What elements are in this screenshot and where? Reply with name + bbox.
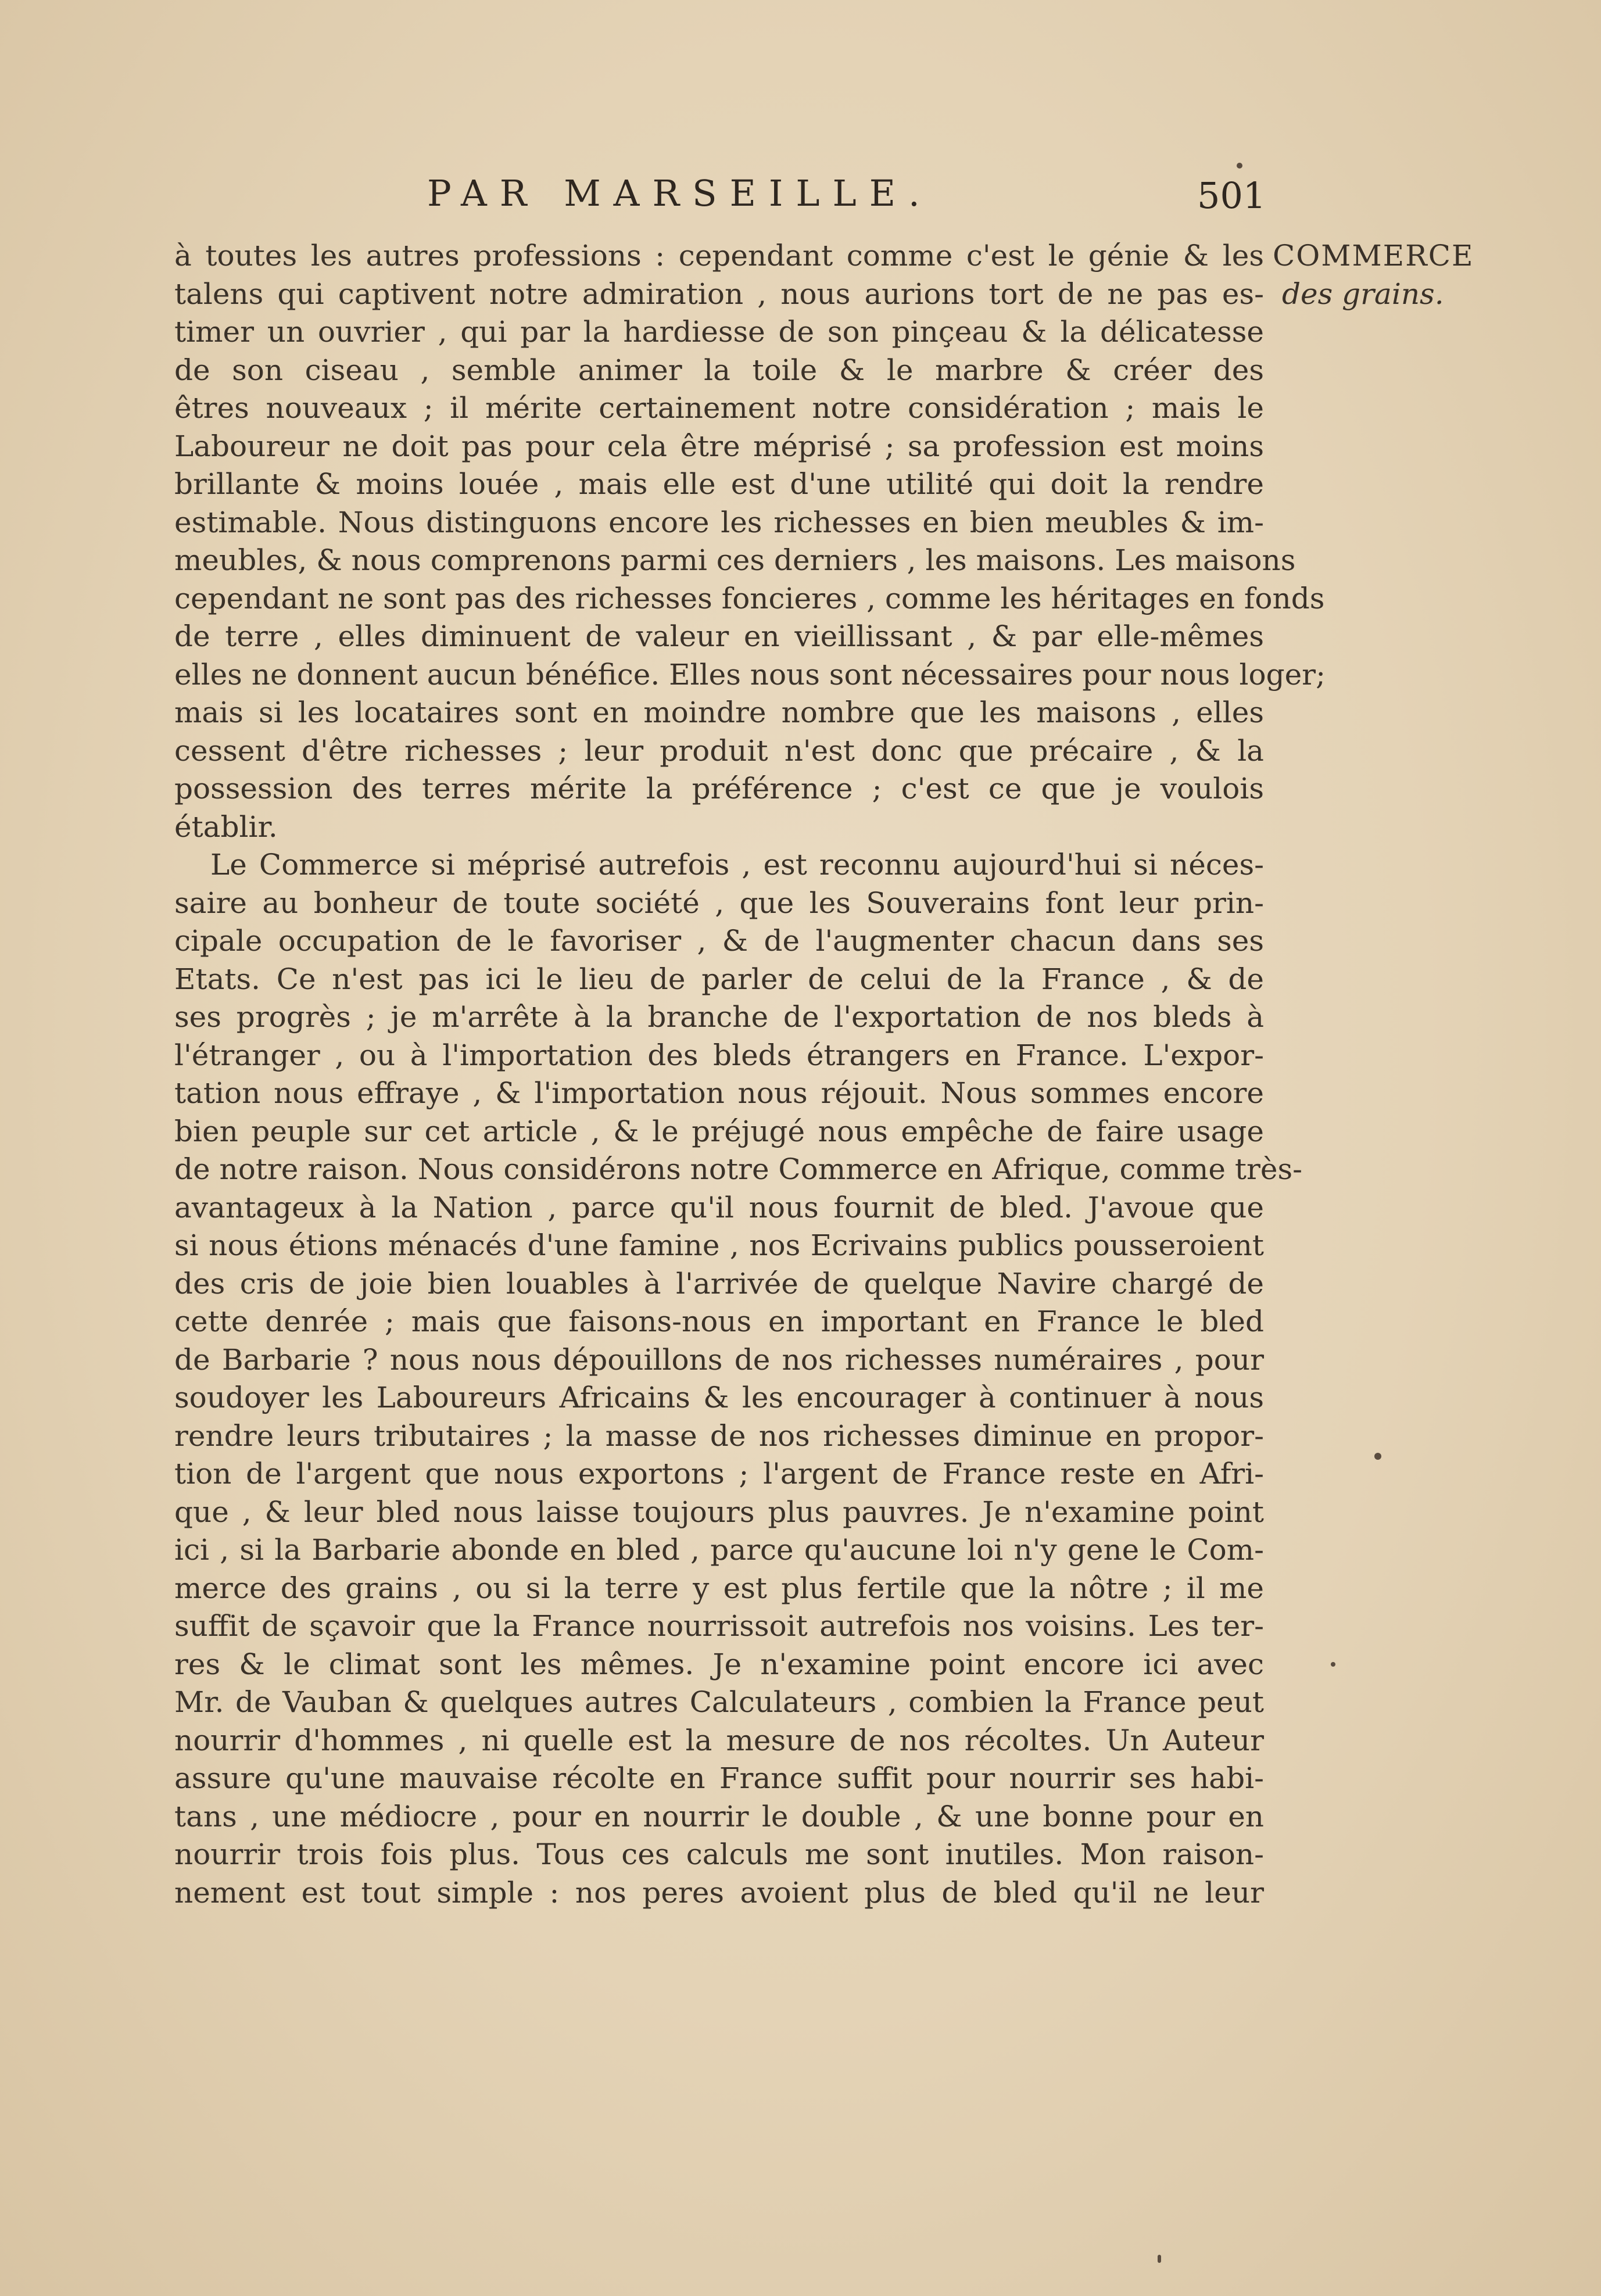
text-line: Le Commerce si méprisé autrefois , est reconnu aujourd'hui si néces- (210, 848, 1264, 882)
text-line: de Barbarie ? nous nous dépouillons de nos richesses numéraires , pour (174, 1342, 1264, 1377)
text-line: meubles, & nous comprenons parmi ces derniers , les maisons. Les maisons (174, 543, 1296, 577)
text-line: des cris de joie bien louables à l'arrivée de quelque Navire chargé de (174, 1266, 1264, 1301)
text-line: de terre , elles diminuent de valeur en vieillissant , & par elle-mêmes (174, 619, 1264, 653)
text-line: cependant ne sont pas des richesses foncieres , comme les héritages en fonds (174, 581, 1325, 615)
text-line: rendre leurs tributaires ; la masse de nos richesses diminue en propor- (174, 1419, 1264, 1453)
text-line: à toutes les autres professions : cependant comme c'est le génie & les (174, 239, 1264, 273)
text-line: êtres nouveaux ; il mérite certainement notre considération ; mais le (174, 391, 1264, 425)
text-line: Laboureur ne doit pas pour cela être méprisé ; sa profession est moins (174, 429, 1264, 463)
text-line: que , & leur bled nous laisse toujours plus pauvres. Je n'examine point (174, 1495, 1264, 1529)
text-line: elles ne donnent aucun bénéfice. Elles nous sont nécessaires pour nous loger; (174, 657, 1326, 692)
text-line: saire au bonheur de toute société , que les Souverains font leur prin- (174, 886, 1264, 920)
text-line: suffit de sçavoir que la France nourrissoit autrefois nos voisins. Les ter- (174, 1609, 1264, 1643)
text-line: de notre raison. Nous considérons notre Commerce en Afrique, comme très- (174, 1152, 1303, 1186)
text-line: cipale occupation de le favoriser , & de l'augmenter chacun dans ses (174, 924, 1264, 958)
text-line: Etats. Ce n'est pas ici le lieu de parler de celui de la France , & de (174, 962, 1264, 996)
text-line: nourrir trois fois plus. Tous ces calculs me sont inutiles. Mon raison- (174, 1837, 1264, 1871)
page-number: 501 (1197, 174, 1266, 217)
paper-speck (1158, 2255, 1161, 2263)
paper-speck (1331, 1662, 1335, 1667)
text-line: de son ciseau , semble animer la toile & le marbre & créer des (174, 353, 1264, 387)
paper-speck (1374, 1453, 1381, 1460)
text-line: Mr. de Vauban & quelques autres Calculateurs , combien la France peut (174, 1685, 1264, 1719)
text-line: brillante & moins louée , mais elle est d'une utilité qui doit la rendre (174, 467, 1264, 501)
text-line: nourrir d'hommes , ni quelle est la mesure de nos récoltes. Un Auteur (174, 1723, 1264, 1757)
margin-note (1273, 237, 1474, 313)
text-line: bien peuple sur cet article , & le préjugé nous empêche de faire usage (174, 1114, 1264, 1148)
text-line: ici , si la Barbarie abonde en bled , parce qu'aucune loi n'y gene le Com- (174, 1533, 1264, 1567)
text-line: tion de l'argent que nous exportons ; l'argent de France reste en Afri- (174, 1457, 1264, 1491)
margin-note-line: des grains. (1282, 277, 1444, 311)
running-title: PAR MARSEILLE. (427, 172, 933, 214)
text-line: timer un ouvrier , qui par la hardiesse de son pinçeau & la délicatesse (174, 315, 1264, 349)
text-line: l'étranger , ou à l'importation des bleds étrangers en France. L'expor- (174, 1038, 1264, 1072)
text-line: tans , une médiocre , pour en nourrir le double , & une bonne pour en (174, 1799, 1264, 1833)
text-line: soudoyer les Laboureurs Africains & les encourager à continuer à nous (174, 1381, 1264, 1414)
text-line: nement est tout simple : nos peres avoient plus de bled qu'il ne leur (174, 1875, 1264, 1910)
margin-note-line: COMMERCE (1273, 239, 1474, 273)
text-line: si nous étions ménacés d'une famine , nos Ecrivains publics pousseroient (174, 1228, 1264, 1262)
text-line: avantageux à la Nation , parce qu'il nous fournit de bled. J'avoue que (174, 1190, 1264, 1224)
text-line: tation nous effraye , & l'importation nous réjouit. Nous sommes encore (174, 1076, 1264, 1110)
text-line: res & le climat sont les mêmes. Je n'examine point encore ici avec (174, 1647, 1264, 1681)
paper-speck (1237, 163, 1242, 169)
text-line: ses progrès ; je m'arrête à la branche de l'exportation de nos bleds à (174, 1000, 1264, 1034)
text-line: cette denrée ; mais que faisons-nous en important en France le bled (174, 1305, 1264, 1338)
text-line: estimable. Nous distinguons encore les richesses en bien meubles & im- (174, 505, 1264, 539)
text-line: possession des terres mérite la préférence ; c'est ce que je voulois (174, 772, 1264, 805)
text-line: assure qu'une mauvaise récolte en France suffit pour nourrir ses habi- (174, 1761, 1264, 1795)
text-line: cessent d'être richesses ; leur produit n'est donc que précaire , & la (174, 733, 1264, 768)
text-line: talens qui captivent notre admiration , nous aurions tort de ne pas es- (174, 277, 1264, 311)
text-line: mais si les locataires sont en moindre nombre que les maisons , elles (174, 696, 1264, 729)
text-line: merce des grains , ou si la terre y est plus fertile que la nôtre ; il me (174, 1571, 1264, 1605)
body-text (174, 237, 1326, 1912)
text-line: établir. (174, 809, 278, 844)
